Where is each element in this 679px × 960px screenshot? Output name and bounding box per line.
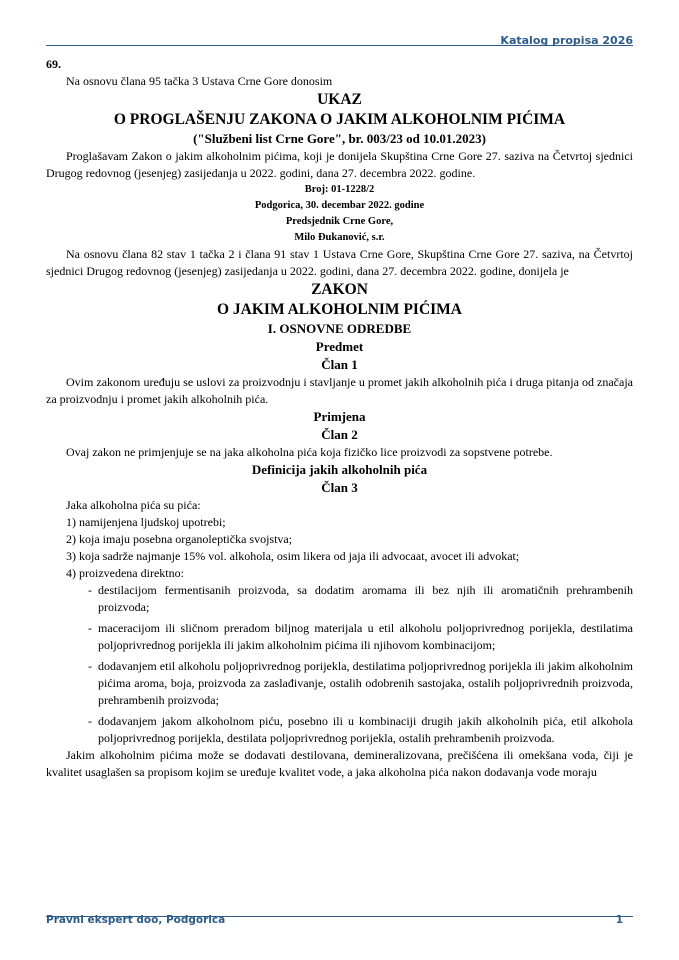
dash-item: - dodavanjem etil alkoholu poljoprivrednog porijekla, destilatima poljoprivrednog porijekla ili jakim alkoholnim pićima aroma, boja, proizvoda za zaslađivanje, ostalih odobrenih sastojaka, ostalih poljoprivrednih proizvoda, prehrambenih proizvoda; — [88, 659, 633, 707]
part-heading: I. OSNOVNE ODREDBE — [267, 321, 412, 336]
article-2-title: Član 2 — [321, 427, 358, 442]
dash-item-text: maceracijom ili sličnom preradom biljnog materijala u etil alkoholu poljoprivrednog porijekla, destilatima poljoprivrednog porijekla ili jakim alkoholnim pićima ili njihovom kombinacijom; — [98, 621, 633, 652]
dash-item-text: dodavanjem jakom alkoholnom piću, posebno ili u kombinaciji drugih jakih alkoholnih pića, etil alkohola poljoprivrednog porijekla, destilata poljoprivrednog porijekla, ostalih prehrambenih proizvoda. — [98, 714, 633, 745]
ukaz-intro: Na osnovu člana 95 tačka 3 Ustava Crne Gore donosim — [66, 74, 333, 88]
header-rule — [46, 45, 633, 46]
ukaz-title: UKAZ — [317, 91, 362, 108]
law-title: ZAKON — [311, 281, 368, 298]
article-1-text: Ovim zakonom uređuju se uslovi za proizvodnju i stavljanje u promet jakih alkoholnih pića i druga pitanja od značaja za proizvodnju i promet jakih alkoholnih pića. — [46, 375, 633, 406]
law-subtitle: O JAKIM ALKOHOLNIM PIĆIMA — [217, 301, 462, 318]
list-item: 4) proizvedena direktno: — [66, 566, 184, 580]
document-body — [46, 56, 633, 781]
list-item: 1) namijenjena ljudskoj upotrebi; — [66, 515, 226, 529]
list-item: 3) koja sadrže najmanje 15% vol. alkohola, osim likera od jaja ili advocaat, avocet ili advokat; — [66, 549, 520, 563]
article-3-lead: Jaka alkoholna pića su pića: — [66, 498, 201, 512]
signature-place-date: Podgorica, 30. decembar 2022. godine — [254, 200, 425, 211]
document-number: 69. — [46, 57, 61, 71]
dash-item: - dodavanjem jakom alkoholnom piću, posebno ili u kombinaciji drugih jakih alkoholnih pića, etil alkohola poljoprivrednog porijekla, destilata poljoprivrednog porijekla, ostalih prehrambenih proizvoda. — [88, 714, 633, 745]
footer-page-number: 1 — [615, 914, 623, 926]
dash-item: - maceracijom ili sličnom preradom biljnog materijala u etil alkoholu poljoprivrednog porijekla, destilatima poljoprivrednog porijekla ili jakim alkoholnim pićima ili njihovom kombinacijom; — [88, 621, 633, 652]
article-3-title: Član 3 — [321, 480, 358, 495]
heading-definicija: Definicija jakih alkoholnih pića — [251, 462, 428, 477]
heading-primjena: Primjena — [313, 409, 366, 424]
proclamation-text: Proglašavam Zakon o jakim alkoholnim pićima, koji je donijela Skupština Crne Gore 27. saziva na Četvrtoj sjednici Drugog redovnog (jesenjeg) zasijedanja u 2022. godini, dana 27. decembra 2022. godine. — [46, 149, 633, 180]
heading-predmet: Predmet — [315, 339, 364, 354]
signature-number: Broj: 01-1228/2 — [304, 184, 375, 195]
ukaz-subtitle: O PROGLAŠENJU ZAKONA O JAKIM ALKOHOLNIM PIĆIMA — [113, 111, 566, 128]
dash-list — [46, 582, 633, 747]
dash-item-text: destilacijom fermentisanih proizvoda, sa dodatim aromama ili bez njih ili aromatičnih prehrambenih proizvoda; — [98, 583, 633, 614]
list-item: 2) koja imaju posebna organoleptička svojstva; — [66, 532, 293, 546]
article-2-text: Ovaj zakon ne primjenjuje se na jaka alkoholna pića koja fizičko lice proizvodi za sopstvene potrebe. — [66, 445, 553, 459]
article-1-title: Član 1 — [321, 357, 358, 372]
footer-publisher: Pravni ekspert doo, Podgorica — [46, 914, 226, 926]
gazette-reference: ("Službeni list Crne Gore", br. 003/23 od 10.01.2023) — [193, 131, 486, 146]
header-title: Katalog propisa 2026 — [500, 34, 633, 47]
article-3-tail: Jakim alkoholnim pićima može se dodavati destilovana, demineralizovana, prečišćena ili omekšana voda, čiji je kvalitet usaglašen sa propisom kojim se uređuje kvalitet vode, a jaka alkoholna pića nakon dodavanja vode moraju — [46, 748, 633, 779]
dash-item-text: dodavanjem etil alkoholu poljoprivrednog porijekla, destilatima poljoprivrednog porijekla ili jakim alkoholnim pićima aroma, boja, proizvoda za zaslađivanje, ostalih odobrenih sastojaka, ostalih poljoprivrednih proizvoda, prehrambenih proizvoda; — [98, 659, 633, 707]
signature-role: Predsjednik Crne Gore, — [285, 216, 394, 227]
law-basis: Na osnovu člana 82 stav 1 tačka 2 i člana 91 stav 1 Ustava Crne Gore, Skupština Crne Gore 27. saziva, na Četvrtoj sjednici Drugog redovnog (jesenjeg) zasijedanja u 2022. godini, dana 27. decembra 2022. godine, donijela je — [46, 247, 633, 278]
signature-name: Milo Đukanović, s.r. — [294, 232, 385, 243]
dash-item: - destilacijom fermentisanih proizvoda, sa dodatim aromama ili bez njih ili aromatičnih prehrambenih proizvoda; — [88, 583, 633, 614]
